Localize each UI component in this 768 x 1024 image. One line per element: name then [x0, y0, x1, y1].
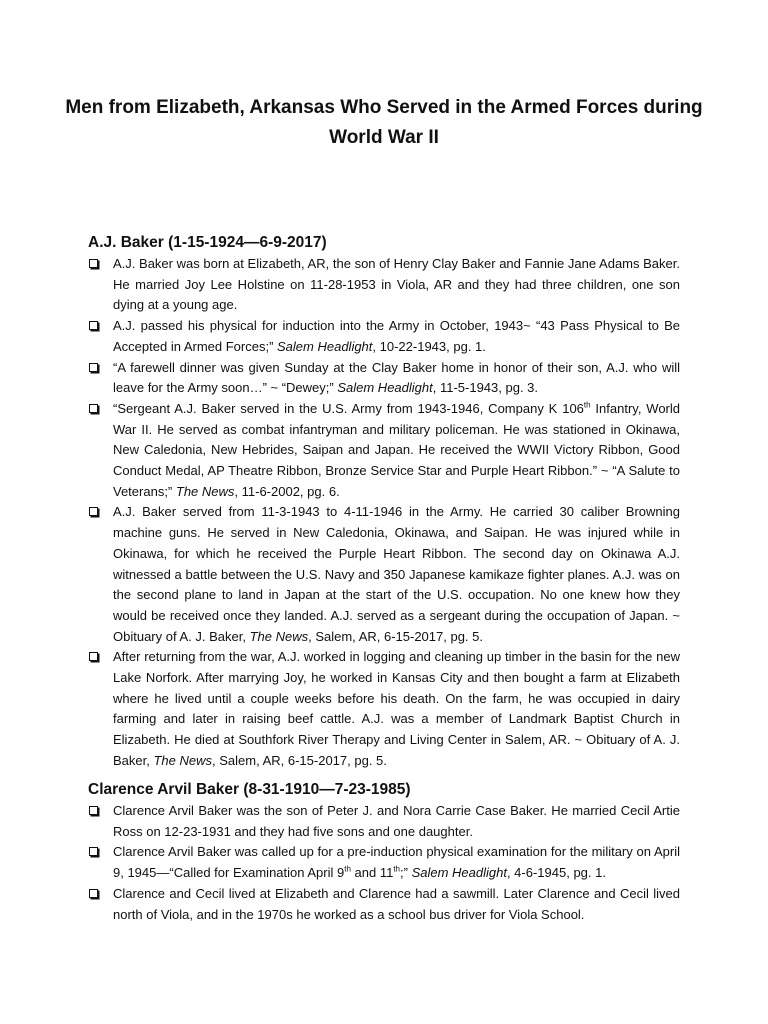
person-section-aj-baker: [88, 233, 680, 772]
entry-text-run: “Sergeant A.J. Baker served in the U.S. Army from 1943-1946, Company K 106: [113, 400, 584, 416]
source-title: The News: [249, 628, 309, 644]
list-item: [88, 647, 680, 771]
checkbox-bullet-icon: [89, 652, 98, 661]
entry-text: [113, 358, 680, 399]
page-title: Men from Elizabeth, Arkansas Who Served in the Armed Forces during World War II: [65, 97, 703, 148]
entry-text: [113, 399, 680, 503]
checkbox-bullet-icon: [89, 259, 98, 268]
entry-text: [113, 502, 680, 647]
entry-text: [113, 842, 680, 883]
entry-text-run: and 11: [350, 865, 394, 881]
entry-text-run: A.J. Baker served from 11-3-1943 to 4-11-1946 in the Army. He carried 30 caliber Browning machine guns. He served in New Caledonia, Okinawa, and Saipan. He was injured while in Okinawa, for which he received the Purple Heart Ribbon. The second day on Okinawa A.J. witnessed a battle between the U.S. Navy and 350 Japanese kamikaze fighter planes. A.J. was on the second plane to land in Japan at the start of the U.S. occupation. No one knew how they would be received once they landed. A.J. served as a sergeant during the occupation of Japan. ~ Obituary of A. J. Baker,: [113, 504, 680, 644]
entry-text: [113, 254, 680, 316]
list-item: [88, 399, 680, 503]
entry-text-run: After returning from the war, A.J. worked in logging and cleaning up timber in the basin for the new Lake Norfork. After marrying Joy, he worked in Kansas City and then bought a farm at Elizabeth where he lived until a couple weeks before his death. On the farm, he was occupied in dairy farming and later in raising beef cattle. A.J. was a member of Landmark Baptist Church in Elizabeth. He died at Southfork River Therapy and Living Center in Salem, AR. ~ Obituary of A. J. Baker,: [113, 649, 680, 768]
checkbox-bullet-icon: [89, 404, 98, 413]
checkbox-bullet-icon: [89, 806, 98, 815]
entry-text-run: ;”: [400, 865, 412, 881]
source-title: Salem Headlight: [277, 338, 373, 354]
source-title: Salem Headlight: [411, 865, 507, 881]
source-title: The News: [153, 752, 212, 768]
checkbox-bullet-icon: [89, 321, 98, 330]
entry-text-run: Infantry, World War II. He served as combat infantryman and military policeman. He was stationed in Okinawa, New Caledonia, New Hebrides, Saipan and Japan. He received the WWII Victory Ribbon, Good Conduct Medal, AP Theatre Ribbon, Bronze Service Star and Purple Heart Ribbon.” ~ “A Salute to Veterans;”: [113, 400, 681, 499]
entry-text-run: Clarence Arvil Baker was called up for a pre-induction physical examination for the military on April 9, 1945—“Called for Examination April 9: [113, 844, 680, 881]
entry-text-run: , Salem, AR, 6-15-2017, pg. 5.: [308, 628, 483, 644]
entry-text: [113, 647, 680, 771]
entry-text-run: Clarence Arvil Baker was the son of Peter J. and Nora Carrie Case Baker. He married Cecil Artie Ross on 12-23-1931 and they had five sons and one daughter.: [113, 803, 680, 839]
checkbox-bullet-icon: [89, 889, 98, 898]
checkbox-bullet-icon: [89, 847, 98, 856]
entry-text-run: , 10-22-1943, pg. 1.: [372, 338, 486, 354]
entry-list: [88, 801, 680, 925]
source-title: The News: [175, 483, 235, 499]
list-item: [88, 842, 680, 883]
entry-text-run: A.J. Baker was born at Elizabeth, AR, the son of Henry Clay Baker and Fannie Jane Adams Baker. He married Joy Lee Holstine on 11-28-1953 in Viola, AR and they had three children, one son dying at a young age.: [113, 256, 680, 313]
list-item: [88, 254, 680, 316]
entry-text-run: , Salem, AR, 6-15-2017, pg. 5.: [212, 752, 387, 768]
entry-text: [113, 884, 680, 925]
ordinal-suffix: th: [583, 400, 591, 410]
ordinal-suffix: th: [344, 864, 351, 874]
entry-text: [113, 801, 680, 842]
list-item: [88, 358, 680, 399]
entry-text-run: Clarence and Cecil lived at Elizabeth and Clarence had a sawmill. Later Clarence and Cecil lived north of Viola, and in the 1970s he worked as a school bus driver for Viola School.: [113, 885, 680, 922]
checkbox-bullet-icon: [89, 363, 98, 372]
list-item: [88, 316, 680, 357]
entry-text-run: A.J. passed his physical for induction into the Army in October, 1943~ “43 Pass Physical to Be Accepted in Armed Forces;”: [113, 318, 680, 354]
entry-text-run: “A farewell dinner was given Sunday at the Clay Baker home in honor of their son, A.J. who will leave for the Army soon…” ~ “Dewey;”: [113, 359, 680, 396]
entry-text-run: , 4-6-1945, pg. 1.: [506, 865, 606, 881]
person-heading: Clarence Arvil Baker (8-31-1910—7-23-1985): [88, 781, 411, 798]
list-item: [88, 801, 680, 842]
person-section-clarence-baker: [88, 780, 680, 925]
source-title: Salem Headlight: [337, 380, 433, 396]
checkbox-bullet-icon: [89, 507, 98, 516]
list-item: [88, 502, 680, 647]
ordinal-suffix: th: [393, 864, 400, 874]
entry-text: [113, 316, 680, 357]
entry-text-run: , 11-6-2002, pg. 6.: [234, 483, 340, 499]
person-heading: A.J. Baker (1-15-1924—6-9-2017): [88, 234, 327, 251]
entry-list: [88, 254, 680, 772]
entry-text-run: , 11-5-1943, pg. 3.: [432, 380, 539, 396]
list-item: [88, 884, 680, 925]
